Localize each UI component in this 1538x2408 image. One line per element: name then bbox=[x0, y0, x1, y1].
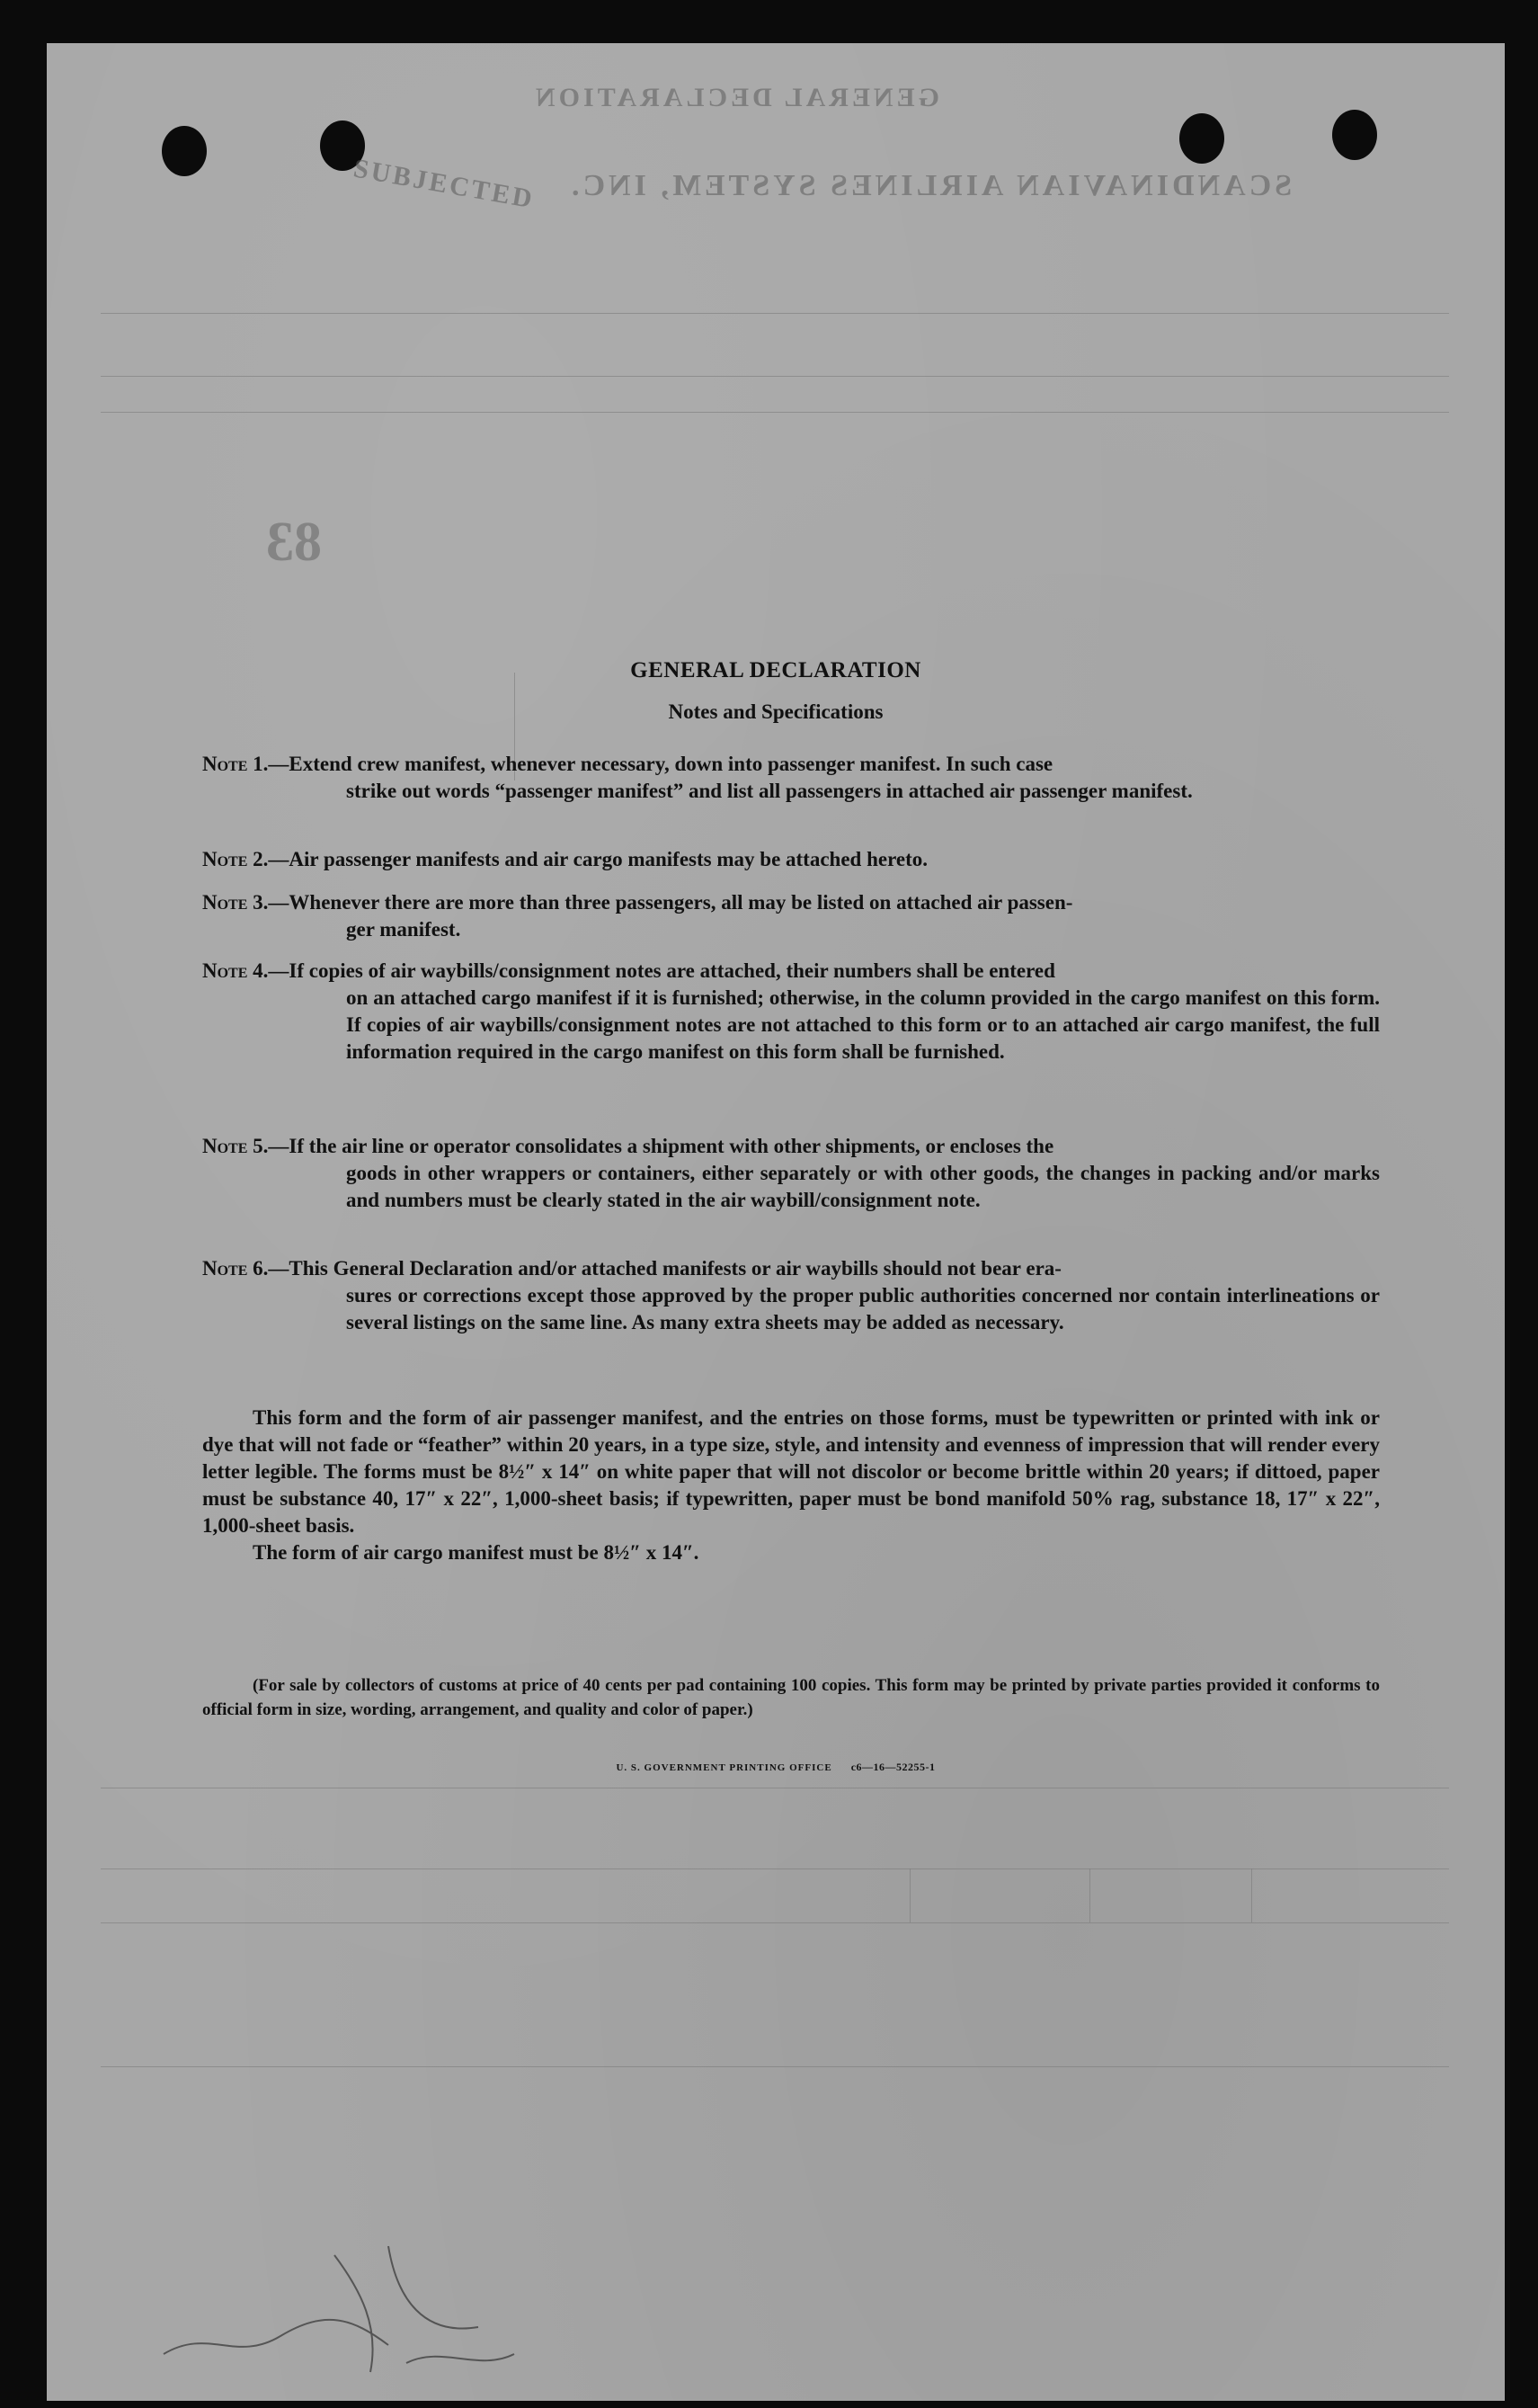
page-title: GENERAL DECLARATION bbox=[630, 658, 921, 682]
sale-notice-text: (For sale by collectors of customs at price of 40 cents per pad containing 100 copies. This form may be printed by private parties provided it conforms to official form in size, wording, arrangement, and quality and color of paper.) bbox=[202, 1676, 1380, 1719]
note-continuation: on an attached cargo manifest if it is furnished; otherwise, in the column provided in the cargo manifest on this form. If copies of air waybills/consignment notes are not attached to this form or to an attached air cargo manifest, the full information required in the cargo manifest on this form shall be furnished. bbox=[346, 986, 1380, 1063]
note-6 bbox=[202, 1255, 1380, 1336]
sale-notice bbox=[202, 1673, 1380, 1722]
note-text: —If the air line or operator consolidates a shipment with other shipments, or encloses the bbox=[268, 1135, 1054, 1157]
note-5 bbox=[202, 1133, 1380, 1214]
note-continuation: goods in other wrappers or containers, either separately or with other goods, the changes in packing and/or marks and numbers must be clearly stated in the air waybill/consignment note. bbox=[346, 1162, 1380, 1211]
note-continuation: strike out words “passenger manifest” and list all passengers in attached air passenger manifest. bbox=[346, 780, 1193, 802]
note-label: Note 4. bbox=[202, 959, 269, 982]
note-4 bbox=[202, 958, 1380, 1066]
gpo-code: c6—16—52255-1 bbox=[850, 1761, 936, 1773]
form-paragraph: This form and the form of air passenger manifest, and the entries on those forms, must be typewritten or printed with ink or dye that will not fade or “feather” within 20 years, in a type size, style, and intensity and evenness of impression that will render every letter legible. The forms must be 8½″ x 14″ on white paper that will not discolor or become brittle within 20 years; if dittoed, paper must be substance 40, 17″ x 22″, 1,000-sheet basis; if typewritten, paper must be bond manifold 50% rag, substance 18, 17″ x 22″, 1,000-sheet basis. bbox=[202, 1406, 1380, 1537]
cargo-paragraph: The form of air cargo manifest must be 8½″ x 14″. bbox=[253, 1541, 699, 1564]
note-1 bbox=[202, 751, 1380, 805]
note-text: —This General Declaration and/or attached manifests or air waybills should not bear era- bbox=[268, 1257, 1062, 1280]
note-label: Note 6. bbox=[202, 1257, 269, 1280]
note-3 bbox=[202, 889, 1380, 943]
gpo-name: U. S. GOVERNMENT PRINTING OFFICE bbox=[616, 1762, 832, 1773]
form-requirements bbox=[202, 1405, 1380, 1566]
note-2 bbox=[202, 846, 1380, 873]
document-page bbox=[47, 43, 1505, 2401]
show-through-header: GENERAL DECLARATION bbox=[532, 83, 940, 112]
note-label: Note 5. bbox=[202, 1135, 269, 1157]
note-continuation: ger manifest. bbox=[346, 918, 461, 941]
show-through-operator: SCANDINAVIAN AIRLINES SYSTEM, INC. bbox=[568, 169, 1293, 202]
printing-office-line bbox=[47, 1761, 1505, 1774]
note-label: Note 1. bbox=[202, 753, 269, 775]
page-subtitle: Notes and Specifications bbox=[668, 700, 884, 723]
note-text: —Extend crew manifest, whenever necessary, down into passenger manifest. In such case bbox=[268, 753, 1053, 775]
show-through-number: 83 bbox=[266, 512, 322, 573]
note-label: Note 2. bbox=[202, 848, 269, 870]
note-label: Note 3. bbox=[202, 891, 269, 914]
notes-and-specifications bbox=[47, 43, 1505, 2401]
note-continuation: sures or corrections except those approved by the proper public authorities concerned nor contain interlineations or several listings on the same line. As many extra sheets may be added as necessary. bbox=[346, 1284, 1380, 1333]
note-text: —Air passenger manifests and air cargo manifests may be attached hereto. bbox=[268, 848, 929, 870]
note-text: —If copies of air waybills/consignment notes are attached, their numbers shall be entered bbox=[268, 959, 1055, 982]
show-through-stamp: SUBJECTED bbox=[351, 153, 538, 215]
note-text: —Whenever there are more than three passengers, all may be listed on attached air passen- bbox=[268, 891, 1073, 914]
